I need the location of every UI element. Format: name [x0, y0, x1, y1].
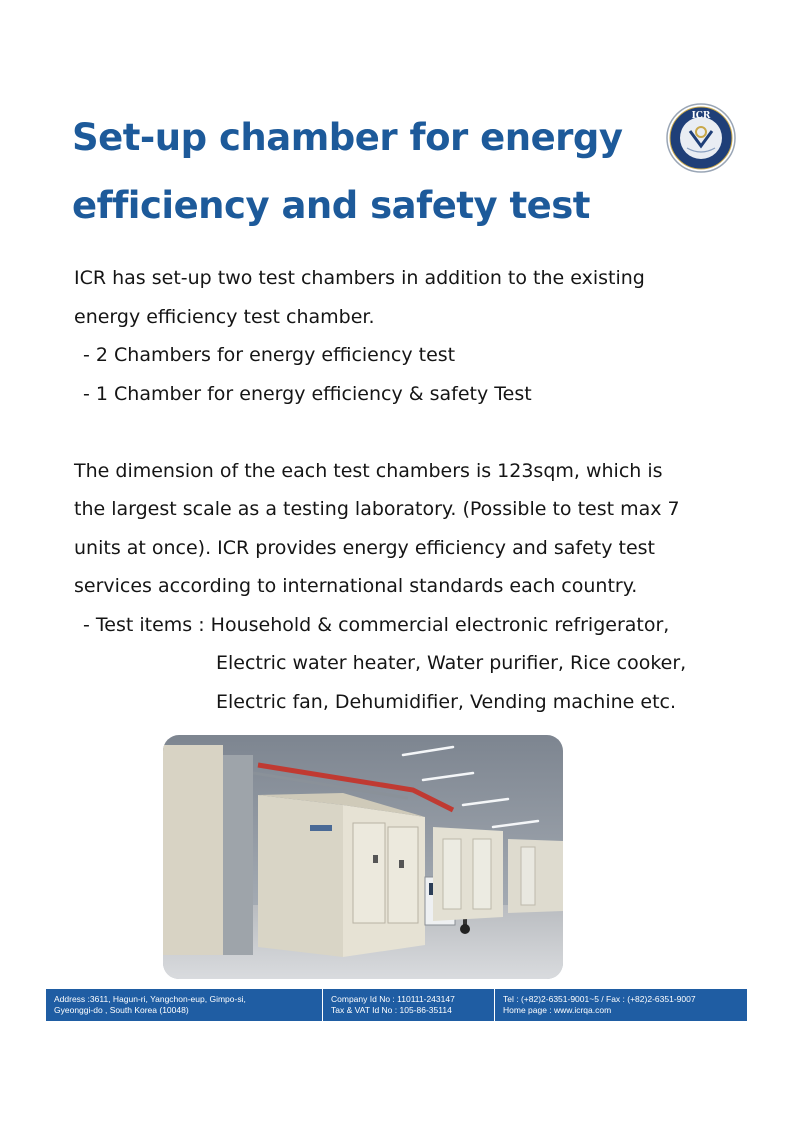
test-items-line-2: Electric water heater, Water purifier, Rice cooker,	[216, 652, 687, 674]
footer-company-id: Company Id No : 110111-243147	[331, 994, 455, 1004]
footer-address	[46, 989, 322, 1021]
footer-address-line-2: Gyeonggi-do , South Korea (10048)	[54, 1005, 189, 1015]
title-line-1: Set-up chamber for energy	[72, 116, 623, 159]
footer-address-line-1: Address :3611, Hagun-ri, Yangchon-eup, Gimpo-si,	[54, 994, 246, 1004]
chamber-photo-illustration	[163, 735, 563, 979]
test-chamber-photo	[163, 735, 563, 979]
details-line-3: units at once). ICR provides energy efficiency and safety test	[74, 536, 655, 559]
footer-contact	[494, 989, 747, 1021]
test-items-line-1: - Test items : Household & commercial electronic refrigerator,	[83, 613, 670, 636]
footer-company	[322, 989, 494, 1021]
icr-seal-icon	[665, 102, 737, 174]
page-title	[72, 104, 632, 240]
title-line-2: efficiency and safety test	[72, 184, 590, 227]
logo-text: ICR	[691, 111, 711, 121]
body-text	[74, 259, 714, 721]
footer-homepage-link[interactable]: Home page : www.icrqa.com	[503, 1005, 612, 1015]
footer-tax-id: Tax & VAT Id No : 105-86-35114	[331, 1005, 452, 1015]
chamber-bullet-1: - 2 Chambers for energy efficiency test	[83, 344, 456, 366]
intro-line-1: ICR has set-up two test chambers in addition to the existing	[74, 267, 645, 289]
test-items-line-3: Electric fan, Dehumidifier, Vending machine etc.	[216, 690, 677, 713]
details-line-4: services according to international standards each country.	[74, 575, 638, 597]
details-line-2: the largest scale as a testing laboratory. (Possible to test max 7	[74, 498, 680, 520]
details-line-1: The dimension of the each test chambers is 123sqm, which is	[74, 459, 663, 482]
intro-line-2: energy efficiency test chamber.	[74, 305, 375, 328]
footer-phone-fax: Tel : (+82)2-6351-9001~5 / Fax : (+82)2-6351-9007	[503, 994, 696, 1004]
chamber-bullet-2: - 1 Chamber for energy efficiency & safety Test	[83, 382, 532, 405]
icr-logo	[665, 102, 737, 174]
footer-bar	[46, 989, 747, 1021]
